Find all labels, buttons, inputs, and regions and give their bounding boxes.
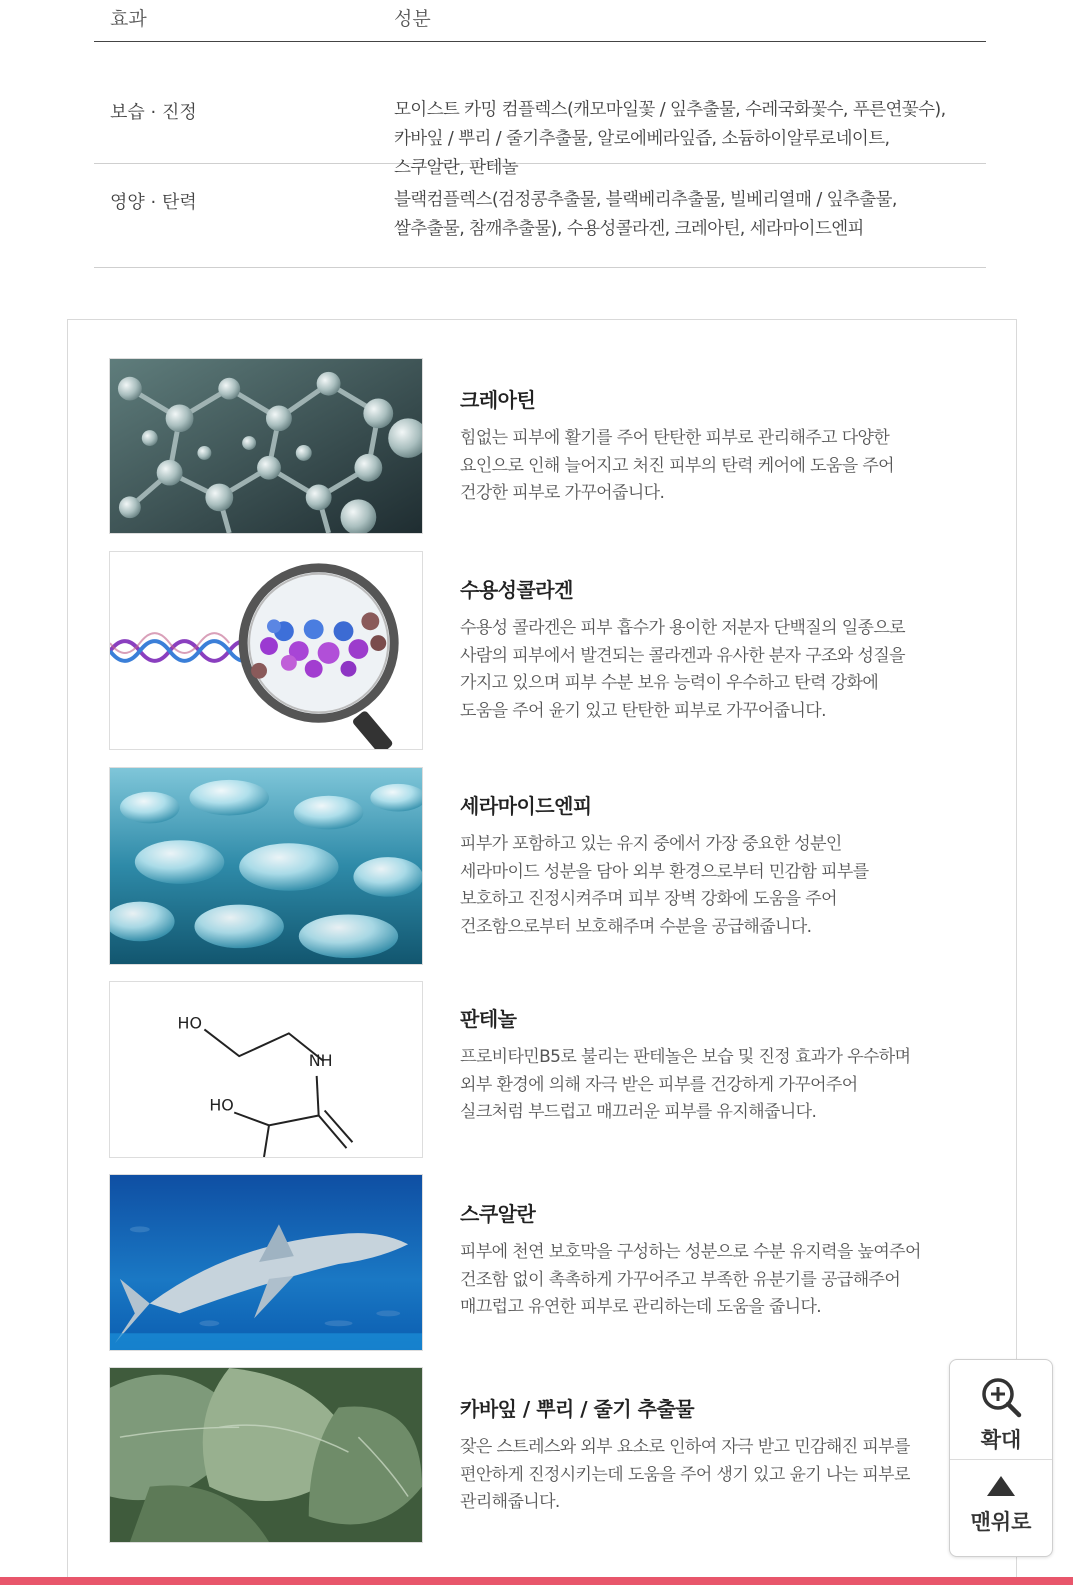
ingredient-header: 성분 (394, 8, 431, 30)
feature-title: 카바잎 / 뿌리 / 줄기 추출물 (460, 1397, 695, 1421)
structure-label: HO (177, 1013, 203, 1033)
desc-line: 피부에 천연 보호막을 구성하는 성분으로 수분 유지력을 높여주어 (460, 1242, 921, 1262)
molecule-network-image (109, 358, 423, 534)
desc-line: 건조함으로부터 보호해주며 수분을 공급해줍니다. (460, 916, 812, 937)
desc-line: 수용성 콜라겐은 피부 흡수가 용이한 저분자 단백질의 일종으로 (460, 618, 905, 638)
desc-line: 가지고 있으며 피부 수분 보유 능력이 우수하고 탄력 강화에 (460, 673, 879, 693)
desc-line: 잦은 스트레스와 외부 요소로 인하여 자극 받고 민감해진 피부를 (460, 1437, 910, 1457)
feature-title: 수용성콜라겐 (460, 578, 573, 602)
effect-cell: 영양 · 탄력 (110, 192, 197, 213)
ingredient-table (94, 0, 986, 268)
feature-desc (460, 831, 980, 941)
desc-line: 피부가 포함하고 있는 유지 중에서 가장 중요한 성분인 (460, 834, 842, 854)
desc-line: 관리해줍니다. (460, 1492, 560, 1512)
feature-desc (460, 1434, 980, 1517)
feature-text (460, 384, 980, 508)
zoom-button[interactable] (950, 1360, 1052, 1460)
accent-bar (0, 1577, 1073, 1585)
desc-line: 매끄럽고 유연한 피부로 관리하는데 도움을 줍니다. (460, 1297, 822, 1317)
feature-title: 크레아틴 (460, 388, 536, 412)
panthenol-structure-image (109, 981, 423, 1158)
zoom-in-icon (980, 1376, 1022, 1418)
kava-leaves-image (109, 1367, 423, 1543)
desc-line: 도움을 주어 윤기 있고 탄탄한 피부로 가꾸어줍니다. (460, 700, 826, 721)
effect-cell: 보습 · 진정 (110, 102, 197, 123)
feature-desc (460, 615, 980, 725)
desc-line: 외부 환경에 의해 자극 받은 피부를 건강하게 가꾸어주어 (460, 1074, 858, 1095)
desc-line: 건조함 없이 촉촉하게 가꾸어주고 부족한 유분기를 공급해주어 (460, 1269, 901, 1290)
feature-desc (460, 1239, 980, 1322)
floating-panel (949, 1359, 1053, 1557)
desc-line: 보호하고 진정시켜주며 피부 장벽 강화에 도움을 주어 (460, 889, 837, 909)
feature-desc (460, 1044, 980, 1127)
feature-text (460, 1198, 980, 1322)
structure-label: HO (209, 1095, 234, 1115)
scroll-top-button[interactable] (950, 1460, 1052, 1558)
feature-text (460, 1393, 980, 1517)
ingredient-line: 모이스트 카밍 컴플렉스(캐모마일꽃 / 잎추출물, 수레국화꽃수, 푸른연꽃수), (394, 100, 946, 120)
desc-line: 실크처럼 부드럽고 매끄러운 피부를 유지해줍니다. (460, 1102, 817, 1122)
feature-title: 판테놀 (460, 1007, 517, 1031)
desc-line: 편안하게 진정시키는데 도움을 주어 생기 있고 윤기 나는 피부로 (460, 1464, 910, 1485)
desc-line: 사람의 피부에서 발견되는 콜라겐과 유사한 분자 구조와 성질을 (460, 645, 905, 666)
feature-text (460, 1003, 980, 1127)
ingredient-line: 블랙컴플렉스(검정콩추출물, 블랙베리추출물, 빌베리열매 / 잎추출물, (394, 190, 897, 210)
ingredient-feature-box (67, 319, 1017, 1585)
desc-line: 세라마이드 성분을 담아 외부 환경으로부터 민감함 피부를 (460, 861, 869, 882)
water-bubbles-image (109, 767, 423, 965)
desc-line: 건강한 피부로 가꾸어줍니다. (460, 483, 665, 503)
ingredient-line: 스쿠알란, 판테놀 (394, 158, 519, 178)
dna-magnifier-image (109, 551, 423, 750)
desc-line: 요인으로 인해 늘어지고 처진 피부의 탄력 케어에 도움을 주어 (460, 455, 894, 476)
scroll-top-label: 맨위로 (970, 1510, 1032, 1534)
effect-header: 효과 (110, 8, 147, 30)
table-header (94, 0, 986, 42)
feature-text (460, 574, 980, 725)
table-row (94, 42, 986, 178)
ingredient-line: 카바잎 / 뿌리 / 줄기추출물, 알로에베라잎즙, 소듐하이알루로네이트, (394, 129, 890, 149)
ingredient-cell (394, 186, 994, 244)
shark-ocean-image (109, 1174, 423, 1351)
structure-label: NH (308, 1051, 333, 1071)
feature-text (460, 790, 980, 941)
feature-title: 세라마이드엔피 (460, 794, 592, 818)
desc-line: 프로비타민B5로 불리는 판테놀은 보습 및 진정 효과가 우수하며 (460, 1047, 911, 1067)
table-row (94, 164, 986, 268)
desc-line: 힘없는 피부에 활기를 주어 탄탄한 피부로 관리해주고 다양한 (460, 428, 890, 448)
ingredient-line: 쌀추출물, 참깨추출물), 수용성콜라겐, 크레아틴, 세라마이드엔피 (394, 219, 864, 239)
zoom-label: 확대 (980, 1428, 1022, 1452)
arrow-up-icon (985, 1474, 1017, 1498)
feature-title: 스쿠알란 (460, 1202, 536, 1226)
feature-desc (460, 425, 980, 508)
